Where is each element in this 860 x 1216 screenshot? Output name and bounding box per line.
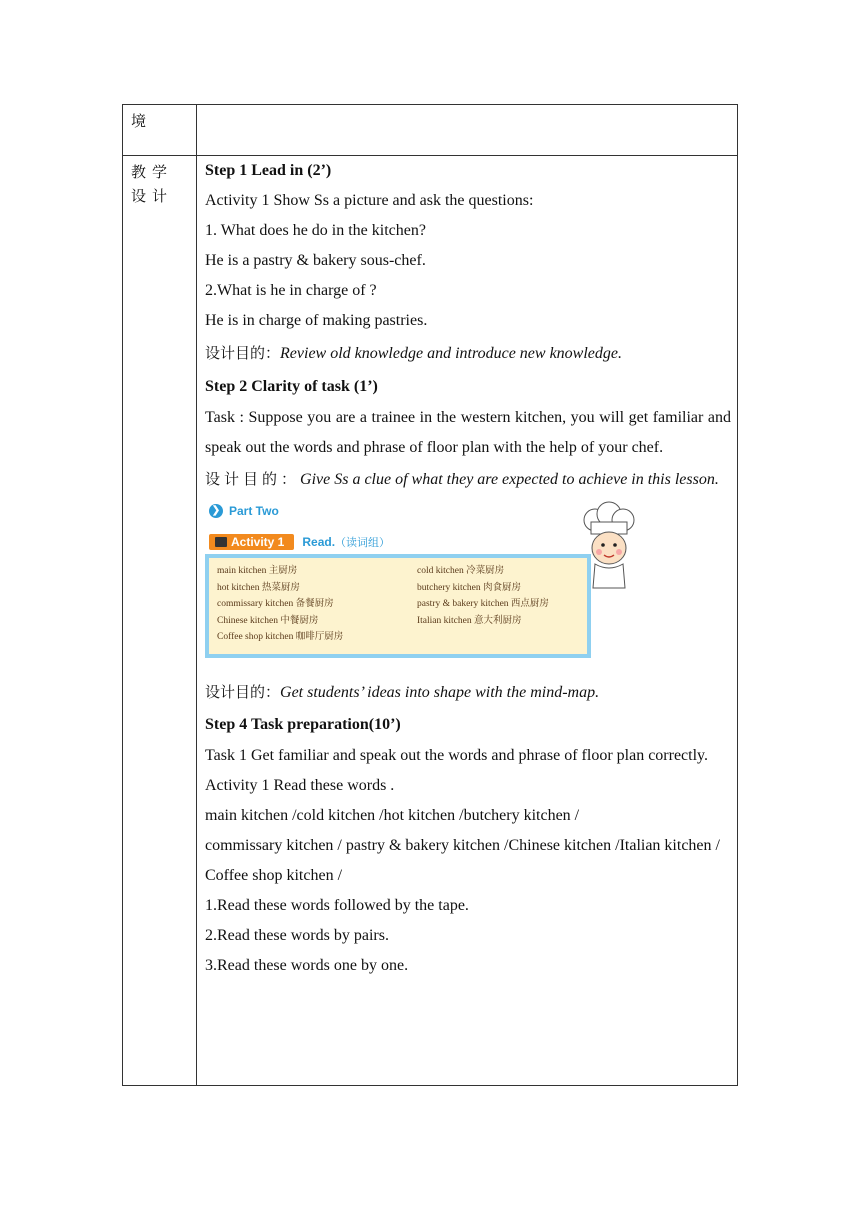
step2-title: Step 2 Clarity of task (1’) [205, 378, 378, 395]
word-grid [217, 564, 579, 645]
words-line: Coffee shop kitchen / [205, 867, 343, 884]
word-item: Chinese kitchen 中餐厨房 [217, 615, 319, 626]
purpose-text: Review old knowledge and introduce new knowledge. [280, 345, 622, 362]
purpose-text: Give Ss a clue of what they are expected to achieve in this lesson. [300, 471, 719, 488]
word-item: commissary kitchen 备餐厨房 [217, 599, 334, 609]
activity-badge [209, 534, 294, 550]
reading-step: 1.Read these words followed by the tape. [205, 897, 469, 914]
word-item: Coffee shop kitchen 咖啡厅厨房 [217, 632, 344, 642]
activity-header [209, 534, 390, 550]
word-item: Italian kitchen 意大利厨房 [417, 615, 522, 626]
step1-line: 2.What is he in charge of ? [205, 282, 377, 299]
step1-line: Activity 1 Show Ss a picture and ask the questions: [205, 192, 534, 209]
design-purpose-2 [205, 463, 731, 496]
word-item: main kitchen 主厨房 [217, 566, 298, 576]
words-line: main kitchen /cold kitchen /hot kitchen /butchery kitchen / [205, 807, 580, 824]
teaching-design-content [197, 156, 737, 1085]
table-row [123, 105, 737, 156]
activity-badge-text: Activity 1 [231, 535, 285, 549]
step1-title: Step 1 Lead in (2’) [205, 162, 332, 179]
table-row [123, 156, 737, 1085]
reading-step: 3.Read these words one by one. [205, 957, 409, 974]
activity-subtitle: （读词组） [335, 536, 391, 549]
activity-title [302, 534, 390, 550]
word-item: pastry & bakery kitchen 西点厨房 [417, 599, 549, 609]
word-box [205, 554, 591, 658]
step1-line: He is a pastry & bakery sous-chef. [205, 252, 426, 269]
chevron-right-icon: ❯ [209, 504, 223, 518]
row-content [197, 105, 737, 155]
chef-illustration [573, 500, 643, 590]
words-line: commissary kitchen / pastry & bakery kitchen /Chinese kitchen /Italian kitchen / [205, 837, 720, 854]
task-text: Task : Suppose you are a trainee in the western kitchen, you will get familiar and speak out the words and phrase of floor plan with the help of your chef. [205, 409, 731, 456]
design-purpose-1 [205, 336, 731, 371]
word-item: butchery kitchen 肉食厨房 [417, 582, 521, 593]
part-title-text: Part Two [229, 504, 279, 518]
design-purpose-3 [205, 676, 731, 709]
word-item: cold kitchen 冷菜厨房 [417, 566, 505, 576]
lesson-plan-table [122, 104, 738, 1086]
step1-line: He is in charge of making pastries. [205, 312, 428, 329]
step4-title: Step 4 Task preparation(10’) [205, 716, 401, 733]
purpose-label: 设计目的： [205, 344, 281, 362]
chef-hat-icon [584, 502, 634, 534]
reading-step: 2.Read these words by pairs. [205, 927, 389, 944]
vocabulary-figure [205, 500, 645, 670]
activity-title-text: Read. [302, 535, 336, 549]
activity1-line: Activity 1 Read these words . [205, 777, 395, 794]
part-title [209, 502, 279, 520]
purpose-label: 设计目的： [205, 683, 281, 701]
row-label: 教学设计 [123, 156, 197, 1085]
purpose-label: 设计目的： [205, 470, 301, 488]
row-label: 境 [123, 105, 197, 155]
step1-line: 1. What does he do in the kitchen? [205, 222, 426, 239]
word-item: hot kitchen 热菜厨房 [217, 582, 300, 593]
purpose-text: Get students’ ideas into shape with the mind-map. [280, 684, 600, 701]
task1-text: Task 1 Get familiar and speak out the words and phrase of floor plan correctly. [205, 747, 709, 764]
book-icon [215, 537, 227, 547]
